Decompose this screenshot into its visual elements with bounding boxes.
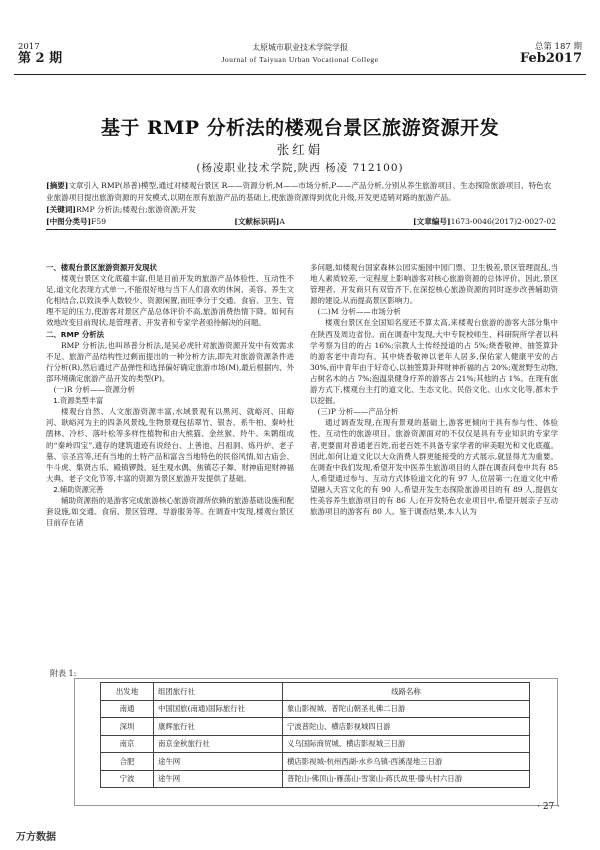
table-cell: 南京金秋旅行社 — [154, 735, 283, 753]
header-left — [18, 42, 62, 64]
article-number-value: 1673-0046(2017)2-0027-02 — [450, 217, 556, 226]
abstract-label: [摘要] — [46, 181, 69, 190]
article-metadata — [46, 180, 556, 230]
paragraph: RMP 分析法,也叫昂普分析法,是吴必虎针对旅游资源开发中有效需求不足、旅游产品结构性过剩而提出的一种分析方法,即先对旅游资源条件进行分析(R),然后通过产品弹性和选择偏好确定旅游市场(M),最后根据内、外部环境确定旅游产品开发的类型(P)。 — [46, 340, 294, 383]
doc-label: [文献标识码] — [234, 217, 280, 226]
header-issue: 第 2 期 — [18, 51, 63, 66]
article-number — [413, 216, 556, 228]
table-header-row — [101, 683, 530, 701]
id-row — [46, 216, 556, 230]
section-heading: 1.资源类型丰富 — [53, 396, 104, 406]
doc-code — [234, 216, 285, 228]
section-heading: (一)R 分析——资源分析 — [53, 385, 135, 395]
abstract — [46, 180, 556, 204]
table-row — [101, 718, 530, 736]
clc-label: [中图分类号] — [46, 217, 92, 226]
body-column-left — [46, 262, 294, 528]
table-header-cell: 出发地 — [101, 683, 154, 701]
paragraph: 楼观台景区文化底蕴丰富,但是目前开发的旅游产品体验性、互动性不足,道文化表现方式单一,不能很好地与当下人们喜欢的休闲、美容、养生文化相结合,以致淡季人数较少、资源闲置,而旺季分于交通、食宿、卫生、管理不足的压力,使游客对景区产品总体评价不高,旅游消费热情下降。如何有效地改变目前现状,是管理者、开发者和专家学者亟待解决的问题。 — [46, 274, 294, 328]
abstract-text: 文章引入 RMP(昂普)模型,通过对楼观台景区 R——资源分析,M——市场分析,P——产品分析,分别从养生旅游项目、生态探险旅游项目、特色农业旅游项目提出旅游资源的开发模式,以期在原有旅游产品的基础上,使旅游资源得到优化升级,开发更适销对路的旅游产品。 — [46, 181, 552, 202]
table-cell: 中国国旅(南通)国际旅行社 — [154, 700, 283, 718]
table-cell: 途牛网 — [154, 770, 283, 788]
keywords-label: [关键词] — [46, 205, 76, 214]
table-cell: 合肥 — [101, 753, 154, 771]
header-center — [154, 42, 446, 66]
article-number-label: [文章编号] — [413, 217, 451, 226]
table-body — [101, 700, 530, 788]
table-cell: 南通 — [101, 700, 154, 718]
header-total-issue: 总第 187 期 — [534, 42, 582, 52]
paragraph: 楼观台自然、人文旅游资源丰富,水域景观有以黑河、就峪河、田峪河、耿峪河为主的四条风景线,生物景观包括翠竹、银杏、系牛柏、秦岭杜鹃林、冷杉、落叶松等多样性植物和由大熊猫、金丝猴、羚牛、朱鹮组成的“秦岭四宝”,遗存的建筑遗迹有说经台、上善池、吕祖洞、炼丹炉、老子墓、宗圣宫等,还有当地的土特产品和富含当地特色的民俗风情,如古庙会、牛斗虎、集贤古乐、殿镇锣鼓、延生观水偶、焦镇芯子舞、财神庙迎财神福大典、老子文化节等,丰富的资源为景区旅游开发提供了基础。 — [46, 407, 294, 483]
body-column-right — [310, 262, 558, 517]
author-affiliation: (杨凌职业技术学院,陕西 杨凌 712100) — [196, 162, 404, 174]
article-author: 张红娟 — [276, 142, 324, 157]
table-cell: 横店影视城-杭州西湖-水乡乌镇-西溪湿地三日游 — [283, 753, 530, 771]
doc-value: A — [279, 217, 285, 226]
section-heading: 二、RMP 分析法 — [46, 329, 104, 339]
section-heading: 一、楼观台景区旅游资源开发现状 — [46, 263, 157, 272]
paragraph: 辅助资源指的是游客完成旅游核心旅游资源所依赖的旅游基础设施和配套设施,如交通、食宿、景区管理、导游服务等。在调查中发现,楼观台景区目前存在诸 — [46, 495, 294, 528]
watermark: 万方数据 — [16, 832, 56, 843]
clc-code — [46, 216, 106, 228]
header-right — [520, 42, 582, 64]
table-row — [101, 753, 530, 771]
header-date: Feb2017 — [519, 51, 582, 66]
keywords-text: RMP 分析法;楼观台;旅游资源;开发 — [75, 205, 196, 214]
header-year: 2017 — [18, 42, 40, 52]
paragraph: 楼观台景区在全国知名度还不算太高,来楼观台旅游的游客大部分集中在陕西及周边省份。而在调查中发现,大中专院校师生、科研院所学者以科学考察为目的的占 16%;宗教人士传经授道的占 5%;烧香敬神、抽签算卦的游客老中青均有。其中烧香敬神以老年人居多,保佑家人健康平安的占 30%,而中青年由于好奇心,以抽签算卦拜财神祈福的占 20%;观赏野生动物,占树名木的占 7%;泡温泉健身疗养的游客占 21%;其他的占 1%。在现有旅游方式下,楼观台主打的道文化、生态文化、民俗文化、山水文化等,都未予以挖掘。 — [310, 318, 558, 406]
table-cell: 康辉旅行社 — [154, 718, 283, 736]
section-heading: 2.辅助资源完善 — [53, 484, 104, 494]
journal-name-en: Journal of Taiyuan Urban Vocational College — [221, 55, 379, 64]
table-cell: 宁波 — [101, 770, 154, 788]
section-heading: (二)M 分析——市场分析 — [317, 307, 401, 317]
table-header-cell: 组团旅行社 — [154, 683, 283, 701]
paragraph: 通过调查发现,在现有景观的基础上,游客更倾向于具有参与性、体验性、互动性的旅游项目。旅游资源面对的不仅仅是具有专业知识的专家学者,更要面对普通老百姓,而老百姓不具备专家学者的审美眼光和文化底蕴。因此,如何让道文化以大众消费人群更能接受的方式展示,就显得尤为重要。在调查中我们发现,希望开发中医养生旅游项目的人群在调查问卷中共有 85 人,希望通过参与、互动方式体验道文化的有 97 人,位居第一;在道文化中希望融入天宫文化的有 90 人,希望开发生态探险旅游项目的有 89 人,提倡女性美容养生旅游项目的有 86 人;在开发特色农业项目中,希望开展亲子互动旅游项目的游客有 80 人。鉴于调查结果,本人认为 — [310, 418, 558, 517]
table-cell: 南京 — [101, 735, 154, 753]
table-cell: 象山影视城、普陀山朝圣礼佛二日游 — [283, 700, 530, 718]
journal-name-cn: 太原城市职业技术学院学报 — [252, 43, 348, 52]
section-heading: (三)P 分析——产品分析 — [317, 407, 399, 417]
table-caption: 附表 1: — [50, 669, 77, 678]
table-row — [101, 735, 530, 753]
table-cell: 义乌国际商贸城、横店影视城三日游 — [283, 735, 530, 753]
paragraph: 多问题,如楼观台国家森林公园实施园中园门票、卫生极差,景区管理混乱,当地人素质较差,一定程度上影响游客对核心旅游资源的总体评价。因此,景区管理者、开发商只有双管齐下,在深挖核心旅游资源的同时逐步改善辅助资源的建设,从而提高景区影响力。 — [310, 263, 558, 306]
table-cell: 宁波普陀山、横店影视城四日游 — [283, 718, 530, 736]
article-title: 基于 RMP 分析法的楼观台景区旅游资源开发 — [100, 117, 500, 139]
table-row — [101, 770, 530, 788]
clc-value: F59 — [91, 217, 107, 226]
table-row — [101, 700, 530, 718]
page-number: · 27 · — [537, 802, 560, 812]
table-cell: 深圳 — [101, 718, 154, 736]
keywords — [46, 204, 556, 216]
journal-header — [14, 38, 586, 75]
route-table — [100, 682, 530, 788]
table-header-cell: 线路名称 — [283, 683, 530, 701]
table-cell: 普陀山-佛顶山-雁荡山-雪窦山-蒋氏故里-滕头村六日游 — [283, 770, 530, 788]
table-cell: 途牛网 — [154, 753, 283, 771]
